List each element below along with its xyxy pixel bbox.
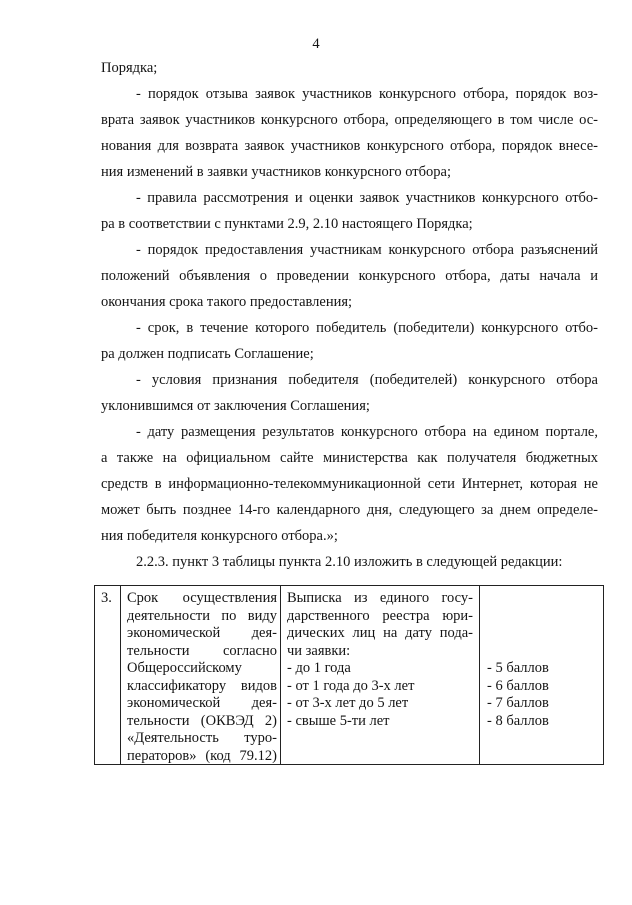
criterion-line: тельности (ОКВЭД 2) [127, 712, 277, 729]
paragraph-line: нования для возврата заявок участников конкурсного отбора, порядок внесе- [101, 138, 598, 154]
criterion-line: экономической дея- [127, 695, 277, 711]
paragraph-line: - срок, в течение которого победитель (победители) конкурсного отбо- [136, 320, 598, 336]
paragraph-line: 2.2.3. пункт 3 таблицы пункта 2.10 изложить в следующей редакции: [136, 554, 563, 570]
document-line: дических лиц на дату пода- [287, 625, 473, 641]
criterion-line: экономической дея- [127, 625, 277, 641]
criterion-line: Срок осуществления [127, 590, 277, 606]
points-value: - 6 баллов [487, 677, 549, 694]
paragraph-line: средств в информационно-телекоммуникационной сети Интернет, которая не [101, 476, 598, 492]
paragraph-line: может быть позднее 14-го календарного дня, следующего за днем определе- [101, 502, 598, 518]
points-value: - 8 баллов [487, 712, 549, 729]
paragraph-line: ния победителя конкурсного отбора.»; [101, 528, 338, 544]
document-line: - до 1 года [287, 660, 351, 676]
criterion-line: ператоров» (код 79.12) [127, 747, 277, 764]
points-value: - 5 баллов [487, 660, 549, 676]
paragraph-line: врата заявок участников конкурсного отбора, определяющего в том числе ос- [101, 112, 598, 128]
document-line: Выписка из единого госу- [287, 590, 473, 606]
paragraph-line: а также на официальном сайте министерства как получателя бюджетных [101, 450, 598, 466]
paragraph-line: - условия признания победителя (победителей) конкурсного отбора [136, 372, 598, 388]
paragraph-line: окончания срока такого предоставления; [101, 294, 353, 310]
points-value: - 7 баллов [487, 695, 549, 711]
document-line: - от 1 года до 3-х лет [287, 677, 415, 694]
document-line: дарственного реестра юри- [287, 607, 473, 624]
table-column-divider [280, 586, 281, 764]
criterion-line: Общероссийскому [127, 660, 242, 676]
paragraph-line: положений объявления о проведении конкурсного отбора, даты начала и [101, 268, 598, 284]
page-number: 4 [312, 36, 320, 52]
paragraph-line: - порядок предоставления участникам конкурсного отбора разъяснений [136, 242, 598, 258]
criterion-line: тельности согласно [127, 642, 277, 659]
document-line: чи заявки: [287, 642, 351, 659]
criterion-line: классификатору видов [127, 677, 277, 694]
paragraph-line: - порядок отзыва заявок участников конкурсного отбора, порядок воз- [136, 86, 598, 102]
paragraph-line: ра должен подписать Соглашение; [101, 346, 314, 362]
table-column-divider [120, 586, 121, 764]
paragraph-line: ния изменений в заявки участников конкурсного отбора; [101, 164, 451, 180]
paragraph-line: - дату размещения результатов конкурсного отбора на едином портале, [136, 424, 598, 440]
criterion-line: «Деятельность туро- [127, 730, 277, 746]
paragraph-line: уклонившимся от заключения Соглашения; [101, 398, 370, 414]
document-line: - от 3-х лет до 5 лет [287, 695, 409, 711]
paragraph-line: ра в соответствии с пунктами 2.9, 2.10 настоящего Порядка; [101, 216, 473, 232]
table-row-number: 3. [101, 590, 112, 606]
amendment-table [94, 585, 604, 765]
paragraph-line: Порядка; [101, 60, 158, 76]
document-line: - свыше 5-ти лет [287, 712, 390, 729]
paragraph-line: - правила рассмотрения и оценки заявок участников конкурсного отбо- [136, 190, 598, 206]
table-column-divider [479, 586, 480, 764]
criterion-line: деятельности по виду [127, 607, 277, 624]
